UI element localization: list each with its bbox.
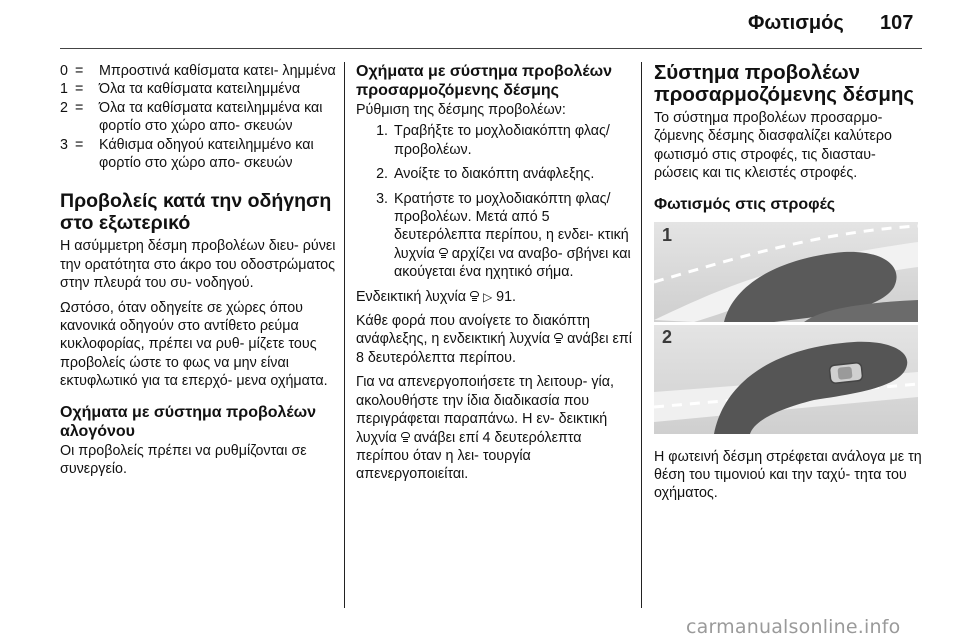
- paragraph: Για να απενεργοποιήσετε τη λειτουρ‐ γία, ακολουθήστε την ίδια διαδικασία που περιγράφεται παραπάνω. Η εν‐ δεικτική λυχνία ανάβει επί 4 δευτερόλεπτα περίπου όταν η λει‐ τουργία απενεργοποιείται.: [356, 374, 614, 483]
- car-roof: [837, 366, 852, 379]
- list-item: 3 = Κάθισμα οδηγού κατειλημμένο και φορτίο στο χώρο απο‐ σκευών: [60, 136, 314, 172]
- column-middle: [356, 62, 636, 490]
- section-heading: Προβολείς κατά την οδήγηση στο εξωτερικό: [60, 190, 332, 235]
- list-item: 0 = Μπροστινά καθίσματα κατει‐ λημμένα: [60, 63, 336, 79]
- paragraph: Οι προβολείς πρέπει να ρυθμίζονται σε συνεργείο.: [60, 442, 307, 478]
- page-number: 107: [880, 12, 914, 34]
- column-left: [60, 62, 336, 485]
- step-item: 2. Ανοίξτε το διακόπτη ανάφλεξης.: [376, 166, 595, 183]
- paragraph: Ρύθμιση της δέσμης προβολέων:: [356, 102, 566, 118]
- paragraph: Η ασύμμετρη δέσμη προβολέων διευ‐ ρύνει την ορατότητα στο άκρο του οδοστρώματος στην πλευρά του συ‐ νοδηγού.: [60, 238, 336, 292]
- column-right: [654, 62, 924, 509]
- list-item: 1 = Όλα τα καθίσματα κατειλημμένα: [60, 81, 301, 98]
- figure-label: 2: [662, 326, 673, 347]
- step-item: 3. Κρατήστε το μοχλοδιακόπτη φλας/προβολέων. Μετά από 5 δευτερόλεπτα περίπου, η ενδει‐ κτική λυχνία αρχίζει να αναβο‐ σβήνει και ακούγεται ένα ηχητικό σήμα.: [376, 190, 631, 281]
- cornering-light-illustration: [654, 222, 918, 434]
- figure-label: 1: [662, 224, 673, 245]
- headlight-indicator-icon: [470, 291, 479, 302]
- paragraph: Ενδεικτική λυχνία ▷ 91.: [356, 288, 517, 305]
- cornering-light-diagram: [654, 222, 918, 434]
- subsection-heading: Οχήματα με σύστημα προβολέων αλογόνου: [60, 403, 317, 440]
- headlight-indicator-icon: [401, 432, 410, 443]
- occupancy-list: [60, 62, 336, 172]
- section-heading: Σύστημα προβολέων προσαρμοζόμενης δέσμης: [654, 61, 915, 106]
- step-item: 1. Τραβήξτε το μοχλοδιακόπτη φλας/προβολέων.: [376, 123, 610, 158]
- page-title: Φωτισμός: [748, 12, 844, 34]
- paragraph: Ωστόσο, όταν οδηγείτε σε χώρες όπου κανονικά οδηγούν στο αντίθετο ρεύμα κυκλοφορίας, πρέπει να ρυθ‐ μίζετε τους προβολείς ώστε το φως να μην είναι εκτυφλωτικό για τα επερχό‐ μενα οχήματα.: [60, 299, 328, 390]
- paragraph: Το σύστημα προβολέων προσαρμο‐ ζόμενης δέσμης διασφαλίζει καλύτερο φωτισμό στις στροφές, τις διασταυ‐ ρώσεις και τις κλειστές στροφές.: [654, 110, 892, 182]
- figure-caption: Η φωτεινή δέσμη στρέφεται ανάλογα με τη θέση του τιμονιού και την ταχύ‐ τητα του οχήματος.: [654, 448, 922, 502]
- header-divider: [60, 48, 922, 49]
- list-item: 2 = Όλα τα καθίσματα κατειλημμένα και φορτίο στο χώρο απο‐ σκευών: [60, 99, 323, 135]
- column-divider: [344, 62, 345, 608]
- column-divider: [641, 62, 642, 608]
- paragraph: Κάθε φορά που ανοίγετε το διακόπτη ανάφλεξης, η ενδεικτική λυχνία ανάβει επί 8 δευτερόλεπτα περίπου.: [356, 313, 632, 366]
- panel-separator: [654, 322, 918, 325]
- headlight-indicator-icon: [439, 248, 448, 259]
- watermark-text: carmanualsonline.info: [686, 616, 901, 638]
- headlight-indicator-icon: [554, 333, 563, 344]
- subsection-heading: Οχήματα με σύστημα προβολέων προσαρμοζόμενης δέσμης: [356, 63, 613, 99]
- subsection-heading: Φωτισμός στις στροφές: [654, 195, 836, 213]
- page-reference-icon: ▷: [482, 289, 493, 304]
